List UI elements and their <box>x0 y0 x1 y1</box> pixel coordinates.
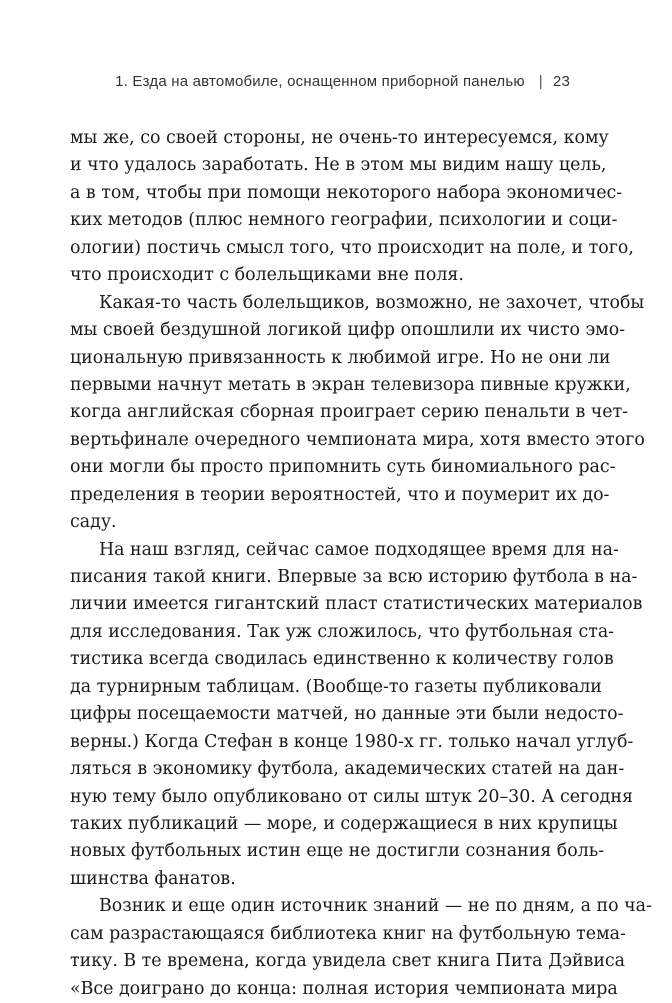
text-line: для исследования. Так уж сложилось, что футбольная ста- <box>70 621 615 642</box>
text-line: шинства фанатов. <box>70 868 236 889</box>
page-number: 23 <box>552 73 570 90</box>
text-line: тистика всегда сводилась единственно к количеству голов <box>70 649 614 670</box>
text-line: циональную привязанность к любимой игре. Но не они ли <box>70 347 611 368</box>
text-line: саду. <box>70 512 117 533</box>
text-line: когда английская сборная проиграет серию пенальти в чет- <box>70 402 629 423</box>
text-line: пределения в теории вероятностей, что и поумерит их до- <box>70 484 610 505</box>
text-line: цифры посещаемости матчей, но данные эти были недосто- <box>70 704 624 725</box>
text-line: мы своей бездушной логикой цифр опошлили их чисто эмо- <box>70 320 626 341</box>
text-line: мы же, со своей стороны, не очень-то интересуемся, кому <box>70 128 609 148</box>
text-line: личии имеется гигантский пласт статистических материалов <box>70 594 643 615</box>
text-line: и что удалось заработать. Не в этом мы видим нашу цель, <box>70 155 607 176</box>
text-line: вертьфинале очередного чемпионата мира, хотя вместо этого <box>70 429 645 450</box>
text-line: Какая-то часть болельщиков, возможно, не захочет, чтобы <box>99 292 645 313</box>
text-line: тику. В те времена, когда увидела свет книга Пита Дэйвиса <box>70 951 626 972</box>
text-line: да турнирным таблицам. (Вообще-то газеты публиковали <box>70 676 602 697</box>
running-head <box>70 73 570 90</box>
text-line: таких публикаций — море, и содержащиеся в них крупицы <box>70 813 618 834</box>
body-text <box>70 125 652 1003</box>
chapter-title: 1. Езда на автомобиле, оснащенном приборной панелью <box>115 73 525 90</box>
text-line: На наш взгляд, сейчас самое подходящее время для на- <box>99 539 619 560</box>
text-line: ную тему было опубликовано от силы штук 20–30. А сегодня <box>70 786 633 807</box>
text-line: «Все доиграно до конца: полная история чемпионата мира <box>70 978 618 999</box>
text-line: ких методов (плюс немного географии, психологии и соци- <box>70 210 618 231</box>
text-line: первыми начнут метать в экран телевизора пивные кружки, <box>70 374 631 395</box>
text-line: а в том, чтобы при помощи некоторого набора экономичес- <box>70 182 623 203</box>
text-line: писания такой книги. Впервые за всю историю футбола в на- <box>70 567 638 587</box>
text-line: новых футбольных истин еще не достигли сознания боль- <box>70 841 605 862</box>
header-separator: | <box>538 73 543 90</box>
text-line: они могли бы просто припомнить суть биномиального рас- <box>70 457 616 478</box>
text-line: Возник и еще один источник знаний — не по дням, а по ча- <box>99 896 652 917</box>
text-line: что происходит с болельщиками вне поля. <box>70 265 464 286</box>
text-line: ологии) постичь смысл того, что происходит на поле, и того, <box>70 237 634 258</box>
text-line: сам разрастающаяся библиотека книг на футбольную тема- <box>70 923 626 944</box>
text-line: ляться в экономику футбола, академических статей на дан- <box>70 759 625 780</box>
text-line: верны.) Когда Стефан в конце 1980-х гг. только начал углуб- <box>70 731 634 752</box>
